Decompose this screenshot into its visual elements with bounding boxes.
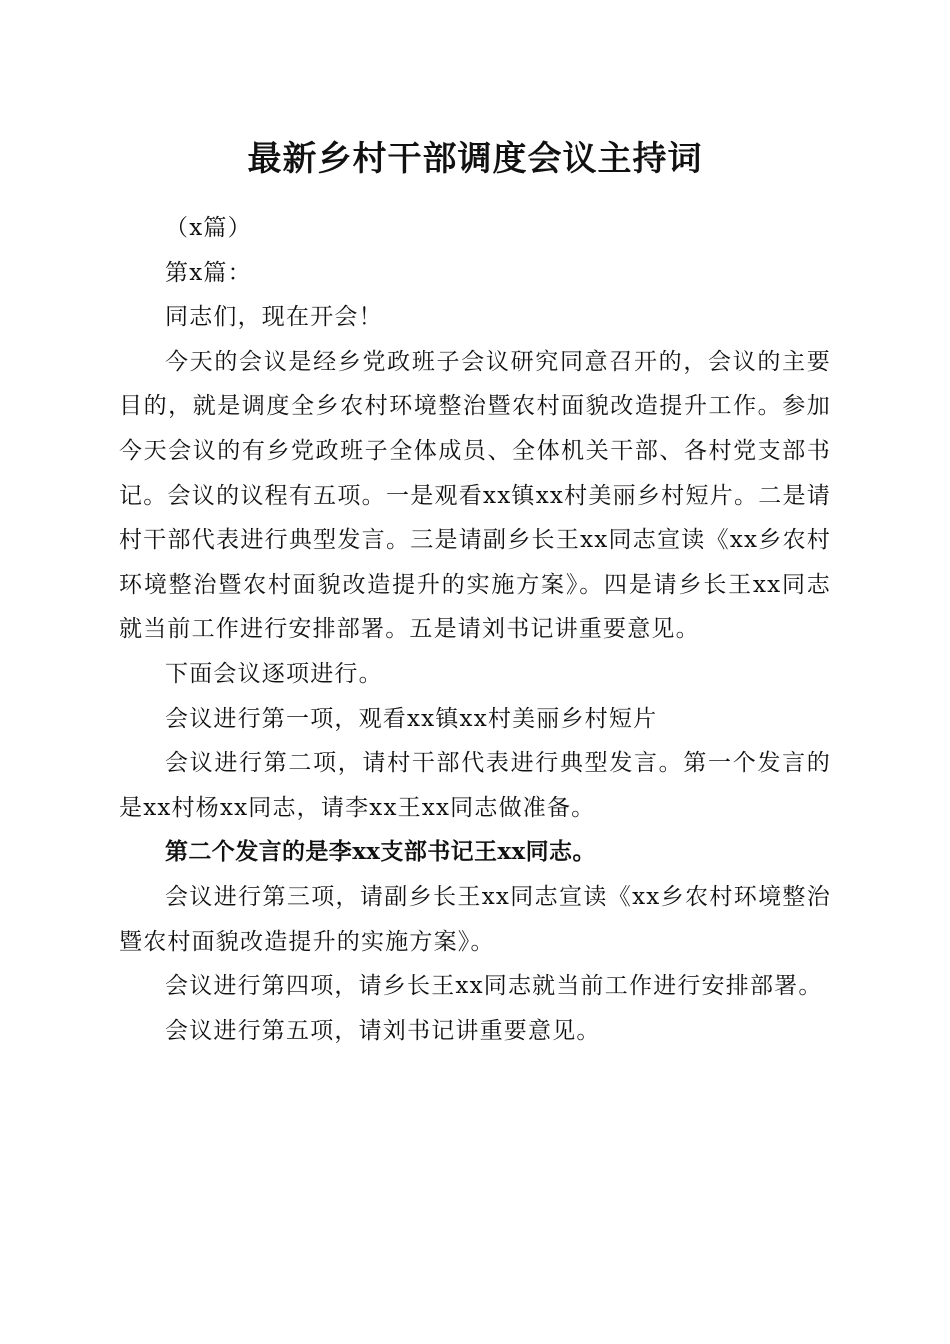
paragraph-item-one: 会议进行第一项，观看xx镇xx村美丽乡村短片 <box>165 705 658 732</box>
paragraph-opening: 同志们，现在开会！ <box>165 304 383 331</box>
paragraph-agenda: 今天的会议是经乡党政班子会议研究同意召开的，会议的主要目的，就是调度全乡农村环境整治暨农村面貌改造提升工作。参加今天会议的有乡党政班子全体成员、全体机关干部、各村党支部书记。会议的议程有五项。一是观看xx镇xx村美丽乡村短片。二是请村干部代表进行典型发言。三是请副乡长王xx同志宣读《xx乡农村环境整治暨农村面貌改造提升的实施方案》。四是请乡长王xx同志就当前工作进行安排部署。五是请刘书记讲重要意见。 <box>119 348 831 643</box>
paragraph-part-count: （x篇） <box>165 215 252 241</box>
paragraph-item-four: 会议进行第四项，请乡长王xx同志就当前工作进行安排部署。 <box>165 973 823 1000</box>
paragraph-item-two: 会议进行第二项，请村干部代表进行典型发言。第一个发言的是xx村杨xx同志，请李xx王xx同志做准备。 <box>119 750 831 821</box>
paragraph-proceed: 下面会议逐项进行。 <box>165 660 383 687</box>
paragraph-item-five: 会议进行第五项，请刘书记讲重要意见。 <box>165 1017 601 1044</box>
document-body <box>119 206 831 1053</box>
paragraph-second-speaker: 第二个发言的是李xx支部书记王xx同志。 <box>165 838 596 866</box>
paragraph-part-heading: 第x篇： <box>165 259 252 286</box>
document-title: 最新乡村干部调度会议主持词 <box>247 139 703 179</box>
paragraph-item-three: 会议进行第三项，请副乡长王xx同志宣读《xx乡农村环境整治暨农村面貌改造提升的实施方案》。 <box>119 883 831 955</box>
